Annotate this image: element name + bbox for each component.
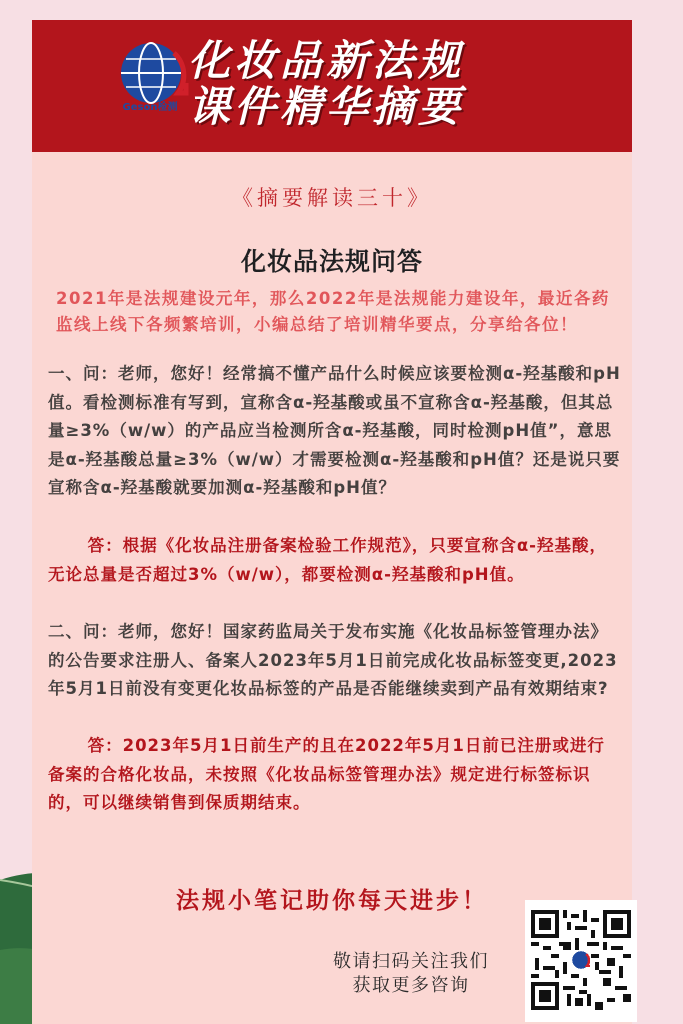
- question-1: 一、问：老师，您好！经常搞不懂产品什么时候应该要检测α-羟基酸和pH值。看检测标准有写到，宣称含α-羟基酸或虽不宣称含α-羟基酸，但其总量≥3%（w/w）的产品应当检测所含α-羟基酸，同时检测pH值”，意思是α-羟基酸总量≥3%（w/w）才需要检测α-羟基酸和pH值？还是说只要宣称含α-羟基酸就要加测α-羟基酸和pH值？: [48, 364, 621, 497]
- title-line-2: 课件精华摘要: [188, 82, 465, 131]
- qr-code-icon: [531, 910, 631, 1010]
- scan-line-1: 敬请扫码关注我们: [333, 951, 489, 972]
- answer-2: 答：2023年5月1日前生产的且在2022年5月1日前已注册或进行备案的合格化妆品，未按照《化妆品标签管理办法》规定进行标签标识的，可以继续销售到保质期结束。: [48, 736, 605, 812]
- scan-line-2: 获取更多咨询: [352, 975, 470, 996]
- intro-paragraph: 2021年是法规建设元年，那么2022年是法规能力建设年，最近各药监线上线下各频繁培训，小编总结了培训精华要点，分享给各位！: [56, 289, 610, 334]
- slogan: 法规小笔记助你每天进步！: [176, 888, 488, 914]
- issue-subtitle: 《摘要解读三十》: [232, 186, 432, 210]
- scan-prompt: [286, 950, 536, 998]
- section-heading: 化妆品法规问答: [240, 247, 423, 276]
- question-2: 二、问：老师，您好！国家药监局关于发布实施《化妆品标签管理办法》的公告要求注册人、备案人2023年5月1日前完成化妆品标签变更,2023年5月1日前没有变更化妆品标签的产品是否能继续卖到产品有效期结束?: [48, 622, 618, 698]
- qr-code[interactable]: [525, 900, 637, 1022]
- header-banner: [32, 20, 632, 152]
- page-title: [188, 38, 464, 130]
- logo-wordmark: Geson检测: [122, 102, 178, 113]
- title-line-1: 化妆品新法规: [188, 36, 465, 85]
- answer-1: 答：根据《化妆品注册备案检验工作规范》，只要宣称含α-羟基酸，无论总量是否超过3%（w/w），都要检测α-羟基酸和pH值。: [48, 536, 608, 584]
- content-panel: [32, 20, 632, 1024]
